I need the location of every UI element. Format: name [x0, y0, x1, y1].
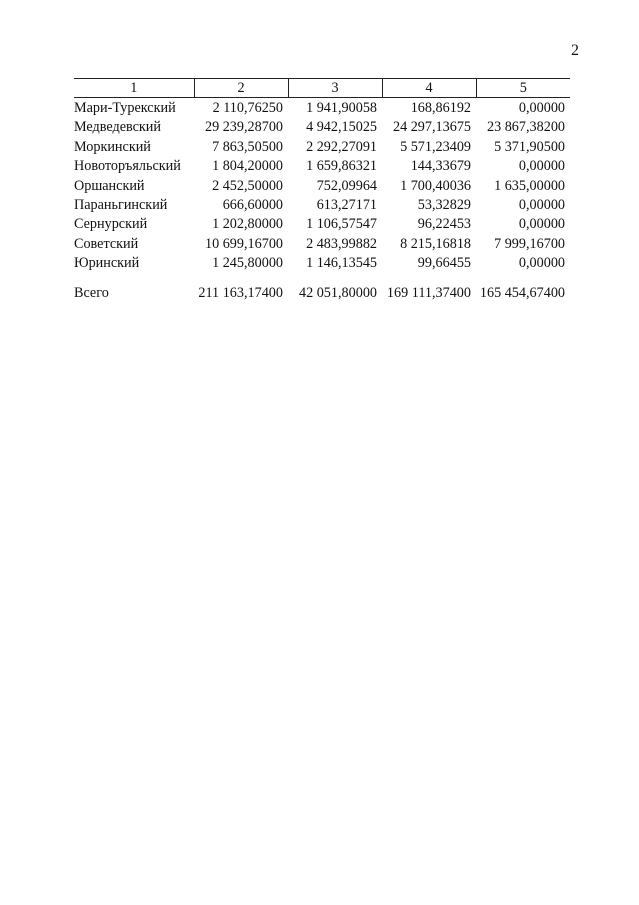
value-cell: 613,27171 — [316, 197, 377, 214]
table-spacer — [74, 274, 570, 284]
value-cell: 1 659,86321 — [306, 158, 377, 175]
district-name: Юринский — [74, 255, 140, 272]
table-row — [74, 138, 570, 157]
value-cell: 7 863,50500 — [212, 138, 283, 155]
value-cell: 1 106,57547 — [306, 216, 377, 233]
value-cell: 29 239,28700 — [204, 119, 283, 136]
value-cell: 1 804,20000 — [212, 158, 283, 175]
district-name: Моркинский — [74, 138, 151, 155]
page-number: 2 — [571, 42, 579, 59]
value-cell: 7 999,16700 — [494, 235, 565, 252]
value-cell: 5 571,23409 — [400, 138, 471, 155]
table-row — [74, 235, 570, 254]
value-cell: 1 146,13545 — [306, 255, 377, 272]
value-cell: 5 371,90500 — [494, 138, 565, 155]
value-cell: 1 202,80000 — [212, 216, 283, 233]
value-cell: 1 941,90058 — [306, 100, 377, 116]
value-cell: 4 942,15025 — [306, 119, 377, 136]
total-value: 169 111,37400 — [386, 284, 471, 301]
value-cell: 10 699,16700 — [204, 235, 283, 252]
table-row — [74, 215, 570, 234]
value-cell: 1 635,00000 — [494, 177, 565, 194]
table-row — [74, 254, 570, 273]
value-cell: 2 483,99882 — [306, 235, 377, 252]
value-cell: 8 215,16818 — [400, 235, 471, 252]
table-row — [74, 196, 570, 215]
header-row — [74, 79, 570, 98]
value-cell: 168,86192 — [410, 100, 471, 116]
column-header: 5 — [476, 79, 570, 98]
value-cell: 1 245,80000 — [212, 255, 283, 272]
district-name: Советский — [74, 235, 139, 252]
column-header: 1 — [74, 79, 194, 98]
total-row — [74, 284, 570, 303]
table-row — [74, 98, 570, 119]
table-row — [74, 157, 570, 176]
value-cell: 23 867,38200 — [486, 119, 565, 136]
value-cell: 53,32829 — [417, 197, 471, 214]
district-name: Сернурский — [74, 216, 148, 233]
district-name: Медведевский — [74, 119, 161, 136]
district-name: Параньгинский — [74, 197, 168, 214]
table-body — [74, 98, 570, 274]
table-row — [74, 177, 570, 196]
column-header: 4 — [382, 79, 476, 98]
value-cell: 99,66455 — [417, 255, 471, 272]
total-value: 165 454,67400 — [479, 284, 565, 301]
district-name: Новоторъяльский — [74, 158, 181, 175]
value-cell: 2 452,50000 — [212, 177, 283, 194]
value-cell: 96,22453 — [417, 216, 471, 233]
value-cell: 666,60000 — [222, 197, 283, 214]
value-cell: 144,33679 — [410, 158, 471, 175]
value-cell: 0,00000 — [518, 216, 565, 233]
total-value: 42 051,80000 — [298, 284, 377, 301]
value-cell: 752,09964 — [316, 177, 377, 194]
district-name: Оршанский — [74, 177, 145, 194]
value-cell: 0,00000 — [518, 158, 565, 175]
value-cell: 0,00000 — [518, 197, 565, 214]
value-cell: 0,00000 — [518, 100, 565, 116]
value-cell: 1 700,40036 — [400, 177, 471, 194]
data-table — [74, 78, 570, 303]
total-value: 211 163,17400 — [198, 284, 283, 301]
total-label: Всего — [74, 284, 109, 301]
column-header: 3 — [288, 79, 382, 98]
district-name: Мари-Турекский — [74, 99, 176, 116]
value-cell: 24 297,13675 — [392, 119, 471, 136]
value-cell: 2 110,76250 — [212, 100, 283, 116]
value-cell: 0,00000 — [518, 255, 565, 272]
column-header: 2 — [194, 79, 288, 98]
value-cell: 2 292,27091 — [306, 138, 377, 155]
table-row — [74, 118, 570, 137]
